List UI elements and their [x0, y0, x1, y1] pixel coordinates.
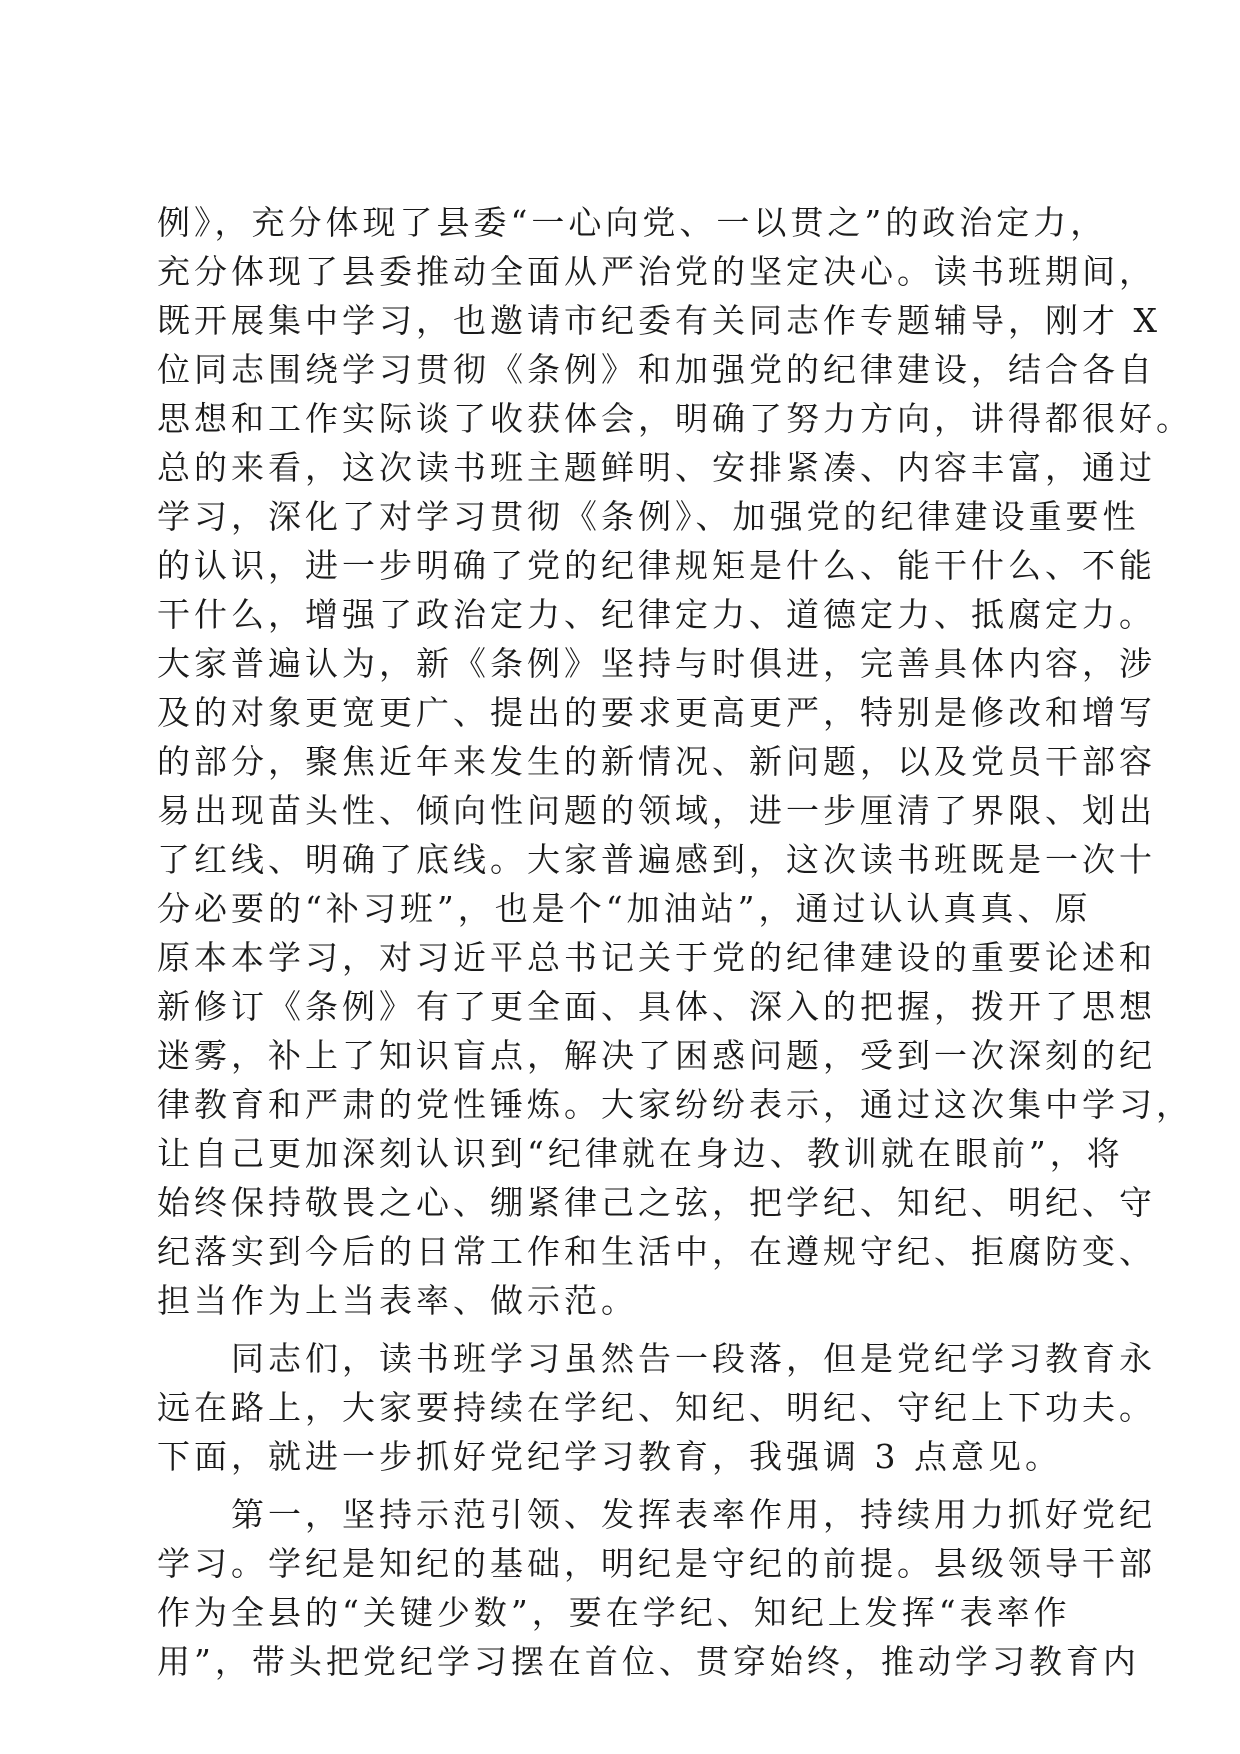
- text-line: 担当作为上当表率、做示范。: [157, 1281, 638, 1320]
- text-line: 同志们，读书班学习虽然告一段落，但是党纪学习教育永: [157, 1339, 1156, 1378]
- text-line: 远在路上，大家要持续在学纪、知纪、明纪、守纪上下功夫。: [157, 1388, 1156, 1427]
- text-line: 了红线、明确了底线。大家普遍感到，这次读书班既是一次十: [157, 840, 1156, 879]
- text-line: 大家普遍认为，新《条例》坚持与时俱进，完善具体内容，涉: [157, 644, 1156, 683]
- text-line: 新修订《条例》有了更全面、具体、深入的把握，拨开了思想: [157, 987, 1156, 1026]
- text-line: 总的来看，这次读书班主题鲜明、安排紧凑、内容丰富，通过: [157, 448, 1156, 487]
- text-line: 学习，深化了对学习贯彻《条例》、加强党的纪律建设重要性: [157, 497, 1140, 536]
- text-line: 原本本学习，对习近平总书记关于党的纪律建设的重要论述和: [157, 938, 1156, 977]
- document-body: [157, 198, 1193, 1686]
- paragraph-3: [157, 1490, 1156, 1686]
- paragraph-2: [157, 1334, 1156, 1481]
- text-line: 让自己更加深刻认识到“纪律就在身边、教训就在眼前”，将: [157, 1134, 1124, 1173]
- text-line: 的认识，进一步明确了党的纪律规矩是什么、能干什么、不能: [157, 546, 1156, 585]
- text-line: 第一，坚持示范引领、发挥表率作用，持续用力抓好党纪: [157, 1495, 1156, 1534]
- text-line: 例》，充分体现了县委“一心向党、一以贯之”的政治定力，: [157, 203, 1108, 242]
- text-line: 迷雾，补上了知识盲点，解决了困惑问题，受到一次深刻的纪: [157, 1036, 1156, 1075]
- text-line: 充分体现了县委推动全面从严治党的坚定决心。读书班期间，: [157, 252, 1156, 291]
- text-line: 易出现苗头性、倾向性问题的领域，进一步厘清了界限、划出: [157, 791, 1156, 830]
- text-line: 作为全县的“关键少数”，要在学纪、知纪上发挥“表率作: [157, 1593, 1071, 1632]
- text-line: 及的对象更宽更广、提出的要求更高更严，特别是修改和增写: [157, 693, 1156, 732]
- text-line: 用”，带头把党纪学习摆在首位、贯穿始终，推动学习教育内: [157, 1642, 1140, 1681]
- text-line: 分必要的“补习班”，也是个“加油站”，通过认认真真、原: [157, 889, 1092, 928]
- text-line: 思想和工作实际谈了收获体会，明确了努力方向，讲得都很好。: [157, 399, 1193, 438]
- paragraph-1: [157, 198, 1193, 1325]
- text-line: 位同志围绕学习贯彻《条例》和加强党的纪律建设，结合各自: [157, 350, 1156, 389]
- text-line: 的部分，聚焦近年来发生的新情况、新问题，以及党员干部容: [157, 742, 1156, 781]
- text-line: 下面，就进一步抓好党纪学习教育，我强调 3 点意见。: [157, 1437, 1062, 1476]
- text-line: 干什么，增强了政治定力、纪律定力、道德定力、抵腐定力。: [157, 595, 1156, 634]
- text-line: 纪落实到今后的日常工作和生活中，在遵规守纪、拒腐防变、: [157, 1232, 1156, 1271]
- text-line: 学习。学纪是知纪的基础，明纪是守纪的前提。县级领导干部: [157, 1544, 1156, 1583]
- text-line: 始终保持敬畏之心、绷紧律己之弦，把学纪、知纪、明纪、守: [157, 1183, 1156, 1222]
- text-line: 既开展集中学习，也邀请市纪委有关同志作专题辅导，刚才 X: [157, 301, 1161, 340]
- text-line: 律教育和严肃的党性锤炼。大家纷纷表示，通过这次集中学习，: [157, 1085, 1193, 1124]
